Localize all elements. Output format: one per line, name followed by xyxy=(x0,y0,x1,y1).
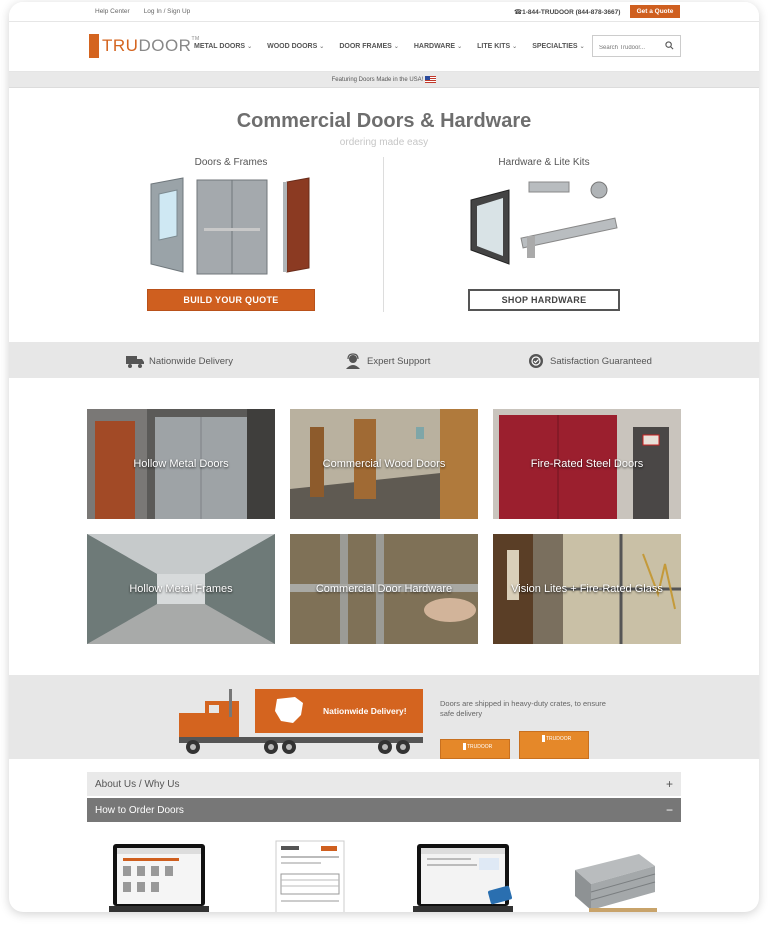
accordion-label: How to Order Doors xyxy=(95,804,184,816)
chevron-down-icon: ⌄ xyxy=(512,44,518,50)
shipping-description: Doors are shipped in heavy-duty crates, to ensure safe delivery xyxy=(440,699,606,718)
login-link[interactable]: Log In / Sign Up xyxy=(143,8,191,15)
minus-icon: − xyxy=(665,803,673,817)
build-quote-button[interactable]: BUILD YOUR QUOTE xyxy=(147,289,315,311)
shipping-banner xyxy=(9,675,759,759)
category-label: Fire-Rated Steel Doors xyxy=(530,458,644,470)
main-nav xyxy=(194,43,585,50)
delivery-truck-illustration xyxy=(177,687,427,759)
features-strip xyxy=(9,342,759,378)
truck-banner-text: Nationwide Delivery! xyxy=(323,706,407,716)
search-icon[interactable] xyxy=(665,41,674,50)
chevron-down-icon: ⌄ xyxy=(393,44,399,50)
category-label: Commercial Wood Doors xyxy=(322,458,446,470)
logo-text: TRUDOOR™ xyxy=(102,36,200,55)
feature-label: Nationwide Delivery xyxy=(149,355,233,367)
category-label: Vision Lites + Fire-Rated Glass xyxy=(511,583,663,595)
phone-number[interactable] xyxy=(514,8,620,16)
shop-hardware-button[interactable]: SHOP HARDWARE xyxy=(468,289,620,311)
usa-flag-icon xyxy=(425,76,436,83)
step-laptop-quote-image xyxy=(109,840,209,912)
search-input[interactable] xyxy=(593,38,659,58)
doors-frames-title: Doors & Frames xyxy=(194,157,268,168)
category-commercial-wood-doors[interactable] xyxy=(290,409,478,519)
main-header xyxy=(9,22,759,72)
accordion-about-us[interactable] xyxy=(87,772,681,796)
phone-icon: ☎ xyxy=(514,9,523,16)
nav-specialties[interactable]: SPECIALTIES ⌄ xyxy=(532,43,585,50)
guarantee-seal-icon xyxy=(526,353,546,369)
category-commercial-door-hardware[interactable] xyxy=(290,534,478,644)
crate-left xyxy=(440,739,510,759)
search-box xyxy=(592,35,681,57)
trudoor-logo[interactable] xyxy=(89,34,200,58)
step-quote-document-image xyxy=(275,840,345,912)
category-hollow-metal-doors[interactable] xyxy=(87,409,275,519)
nav-hardware[interactable]: HARDWARE ⌄ xyxy=(413,43,463,50)
category-grid xyxy=(9,378,759,675)
feature-label: Expert Support xyxy=(367,355,431,367)
top-links xyxy=(95,8,190,15)
doors-illustration xyxy=(149,176,314,278)
feature-expert-support xyxy=(343,353,430,369)
help-center-link[interactable]: Help Center xyxy=(95,8,130,15)
crate-right xyxy=(519,731,589,759)
hero-divider xyxy=(383,157,384,312)
crate-label: TRUDOOR xyxy=(546,736,572,742)
category-fire-rated-steel-doors[interactable] xyxy=(493,409,681,519)
phone-text: 1-844-TRUDOOR (844-878-3667) xyxy=(522,9,621,16)
browser-page xyxy=(9,2,759,912)
feature-label: Satisfaction Guaranteed xyxy=(550,355,652,367)
feature-satisfaction xyxy=(526,353,652,369)
category-label: Hollow Metal Frames xyxy=(129,583,233,595)
logo-mark xyxy=(89,34,99,58)
page-subtitle: ordering made easy xyxy=(339,137,429,148)
order-steps xyxy=(9,834,759,912)
chevron-down-icon: ⌄ xyxy=(319,44,325,50)
chevron-down-icon: ⌄ xyxy=(457,44,463,50)
nav-door-frames[interactable]: DOOR FRAMES ⌄ xyxy=(339,43,399,50)
accordion-how-to-order[interactable] xyxy=(87,798,681,822)
nav-metal-doors[interactable]: METAL DOORS ⌄ xyxy=(194,43,253,50)
support-agent-icon xyxy=(343,353,363,369)
chevron-down-icon: ⌄ xyxy=(247,44,253,50)
category-hollow-metal-frames[interactable] xyxy=(87,534,275,644)
plus-icon: + xyxy=(665,777,673,791)
crate-label: TRUDOOR xyxy=(467,744,493,750)
category-vision-lites[interactable] xyxy=(493,534,681,644)
category-label: Commercial Door Hardware xyxy=(315,583,453,595)
featuring-banner xyxy=(9,72,759,88)
info-accordion xyxy=(87,772,681,824)
step-crated-doors-image xyxy=(569,840,657,912)
nav-wood-doors[interactable]: WOOD DOORS ⌄ xyxy=(267,43,325,50)
hardware-illustration xyxy=(469,180,621,270)
featuring-text: Featuring Doors Made in the USA! xyxy=(331,77,424,83)
hero-section xyxy=(9,88,759,342)
chevron-down-icon: ⌄ xyxy=(579,44,585,50)
category-label: Hollow Metal Doors xyxy=(133,458,229,470)
truck-icon xyxy=(125,353,145,369)
step-laptop-checkout-image xyxy=(413,840,517,912)
get-quote-button[interactable]: Get a Quote xyxy=(630,5,680,18)
top-bar xyxy=(9,2,759,22)
page-title: Commercial Doors & Hardware xyxy=(236,110,532,132)
feature-nationwide-delivery xyxy=(125,353,233,369)
accordion-label: About Us / Why Us xyxy=(95,778,180,790)
hardware-lite-title: Hardware & Lite Kits xyxy=(498,157,590,168)
nav-lite-kits[interactable]: LITE KITS ⌄ xyxy=(477,43,518,50)
